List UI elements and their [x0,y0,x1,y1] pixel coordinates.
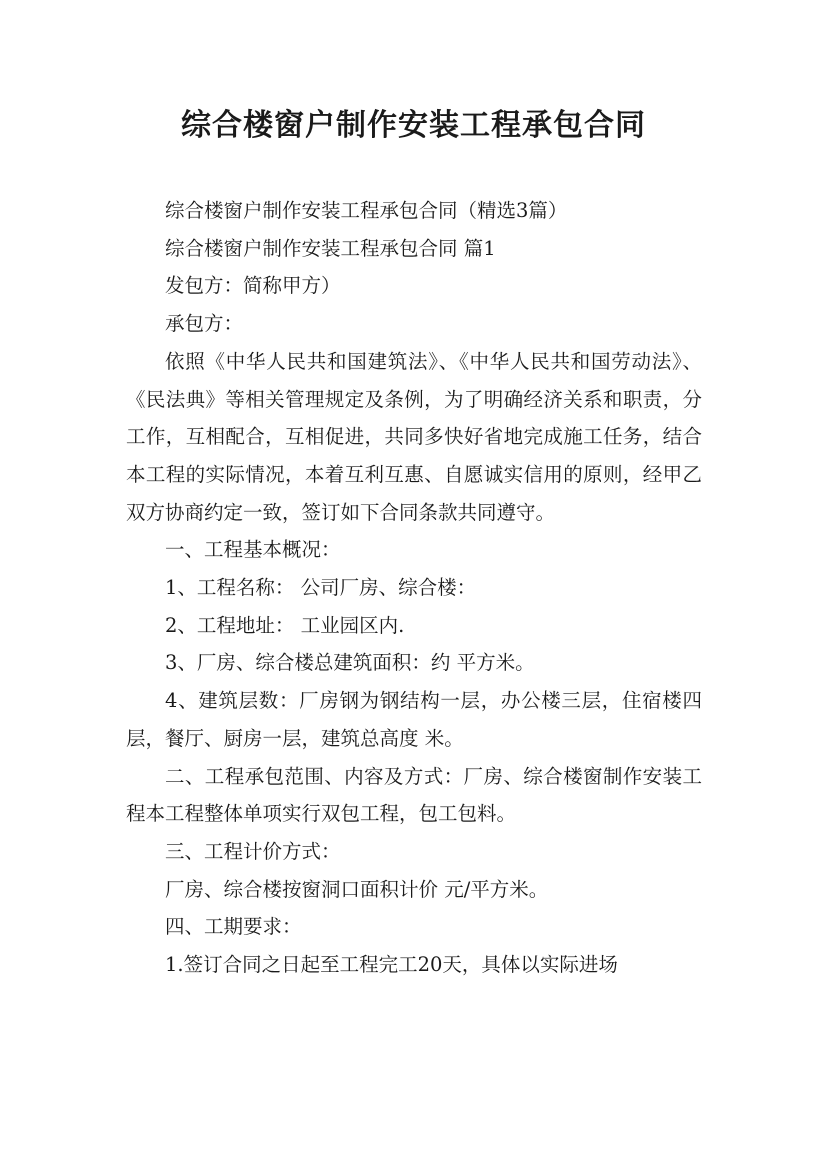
paragraph-heading-pricing: 三、工程计价方式： [165,839,341,863]
paragraph-scope: 二、工程承包范围、内容及方式：厂房、综合楼窗制作安装工程本工程整体单项实行双包工程，包工包料。 [126,764,702,826]
paragraph-heading-schedule: 四、工期要求： [165,915,302,939]
paragraph-pricing: 厂房、综合楼按窗洞口面积计价 元/平方米。 [165,877,549,901]
paragraph-employer: 发包方：简称甲方） [165,274,341,298]
paragraph-contractor: 承包方： [165,312,244,336]
document-title: 综合楼窗户制作安装工程承包合同 [181,108,646,143]
paragraph-heading-overview: 一、工程基本概况： [165,538,341,562]
paragraph-project-address: 2、工程地址： 工业园区内. [165,613,405,637]
paragraph-preamble: 依照《中华人民共和国建筑法》、《中华人民共和国劳动法》、《民法典》等相关管理规定及条例，为了明确经济关系和职责，分工作，互相配合，互相促进，共同多快好省地完成施工任务，结合本工程的实际情况，本着互利互惠、自愿诚实信用的原则，经甲乙双方协商约定一致，签订如下合同条款共同遵守。 [126,349,702,524]
document-body [126,192,702,984]
paragraph-project-name: 1、工程名称： 公司厂房、综合楼： [165,576,477,600]
paragraph-floor-area: 3、厂房、综合楼总建筑面积：约 平方米。 [165,651,535,675]
paragraph-subtitle: 综合楼窗户制作安装工程承包合同（精选3篇） [165,199,568,222]
paragraph-building-floors: 4、建筑层数：厂房钢为钢结构一层，办公楼三层，住宿楼四层，餐厅、厨房一层，建筑总高度 米。 [126,689,702,750]
paragraph-section-heading: 综合楼窗户制作安装工程承包合同 篇1 [165,236,496,260]
paragraph-schedule: 1.签订合同之日起至工程完工20天，具体以实际进场 [165,953,618,977]
